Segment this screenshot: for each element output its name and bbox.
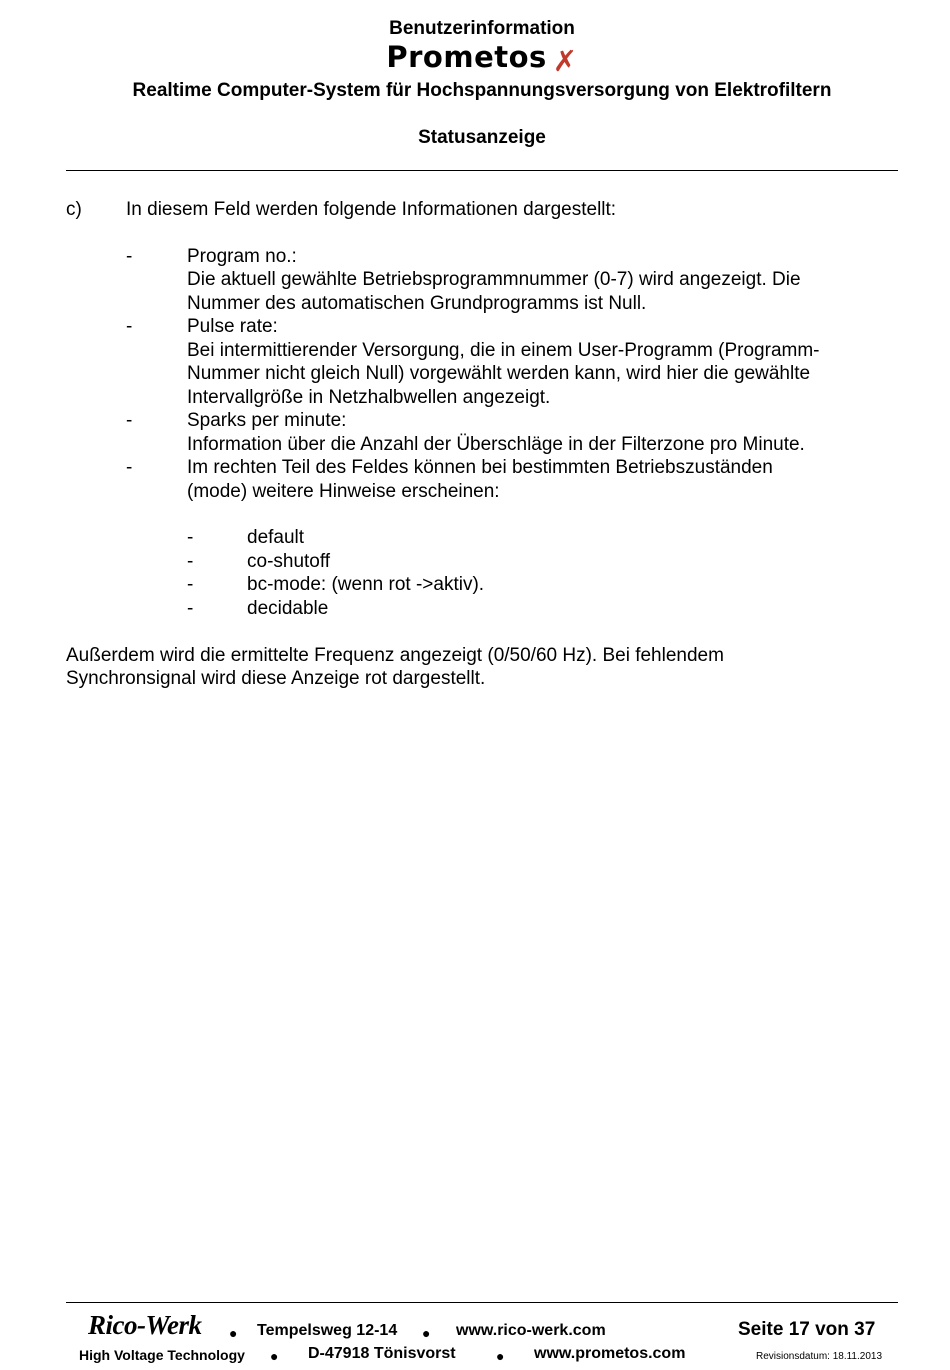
section-title: Statusanzeige [418, 127, 546, 148]
footer-city: D-47918 Tönisvorst [308, 1345, 456, 1362]
closing-line: Synchronsignal wird diese Anzeige rot dargestellt. [66, 668, 486, 689]
mode-dash: - [187, 527, 194, 548]
document-type: Benutzerinformation [389, 18, 575, 39]
bullet-dash: - [126, 316, 133, 337]
bullet-line: Nummer nicht gleich Null) vorgewählt werden kann, wird hier die gewählte [187, 363, 811, 384]
mode-dash: - [187, 574, 194, 595]
mode-item: co-shutoff [247, 551, 331, 572]
footer-bullet-icon: ● [270, 1348, 279, 1364]
bullet-dash: - [126, 410, 133, 431]
item-c-label: c) [66, 199, 82, 220]
footer-bullet-icon: ● [229, 1325, 238, 1341]
prometos-logo-icon: ✗ [552, 44, 578, 78]
bullet-dash: - [126, 246, 133, 267]
footer-street: Tempelsweg 12-14 [257, 1322, 398, 1339]
bullet-title-program: Program no.: [187, 246, 297, 267]
bullet-line: Information über die Anzahl der Überschläge in der Filterzone pro Minute. [187, 434, 805, 455]
footer-bullet-icon: ● [422, 1325, 431, 1341]
bullet-line: (mode) weitere Hinweise erscheinen: [187, 481, 500, 502]
product-name: Prometos [386, 40, 547, 74]
bullet-line: Intervallgröße in Netzhalbwellen angezeigt. [187, 387, 551, 408]
bullet-dash: - [126, 457, 133, 478]
footer-tagline: High Voltage Technology [79, 1347, 245, 1363]
footer-divider [66, 1302, 898, 1303]
mode-item: decidable [247, 598, 329, 619]
header-divider [66, 170, 898, 171]
mode-item: default [247, 527, 305, 548]
product-title [0, 40, 950, 78]
bullet-line: Bei intermittierender Versorgung, die in einem User-Programm (Programm- [187, 340, 820, 361]
page-number: Seite 17 von 37 [738, 1319, 876, 1340]
footer-website-rico: www.rico-werk.com [456, 1322, 606, 1339]
rico-werk-logo: Rico-Werk [88, 1310, 202, 1340]
bullet-line: Nummer des automatischen Grundprogramms ist Null. [187, 293, 647, 314]
bullet-title-mode: Im rechten Teil des Feldes können bei bestimmten Betriebszuständen [187, 457, 773, 478]
mode-dash: - [187, 598, 194, 619]
closing-line: Außerdem wird die ermittelte Frequenz angezeigt (0/50/60 Hz). Bei fehlendem [66, 645, 724, 666]
footer-website-prometos: www.prometos.com [534, 1345, 686, 1362]
document-subtitle: Realtime Computer-System für Hochspannungsversorgung von Elektrofiltern [132, 80, 832, 101]
item-c-intro: In diesem Feld werden folgende Informationen dargestellt: [126, 199, 617, 220]
bullet-title-sparks: Sparks per minute: [187, 410, 347, 431]
bullet-line: Die aktuell gewählte Betriebsprogrammnummer (0-7) wird angezeigt. Die [187, 269, 801, 290]
revision-date: Revisionsdatum: 18.11.2013 [756, 1351, 883, 1362]
bullet-title-pulse-rate: Pulse rate: [187, 316, 278, 337]
footer-bullet-icon: ● [496, 1348, 505, 1364]
mode-item: bc-mode: (wenn rot ->aktiv). [247, 574, 485, 595]
mode-dash: - [187, 551, 194, 572]
